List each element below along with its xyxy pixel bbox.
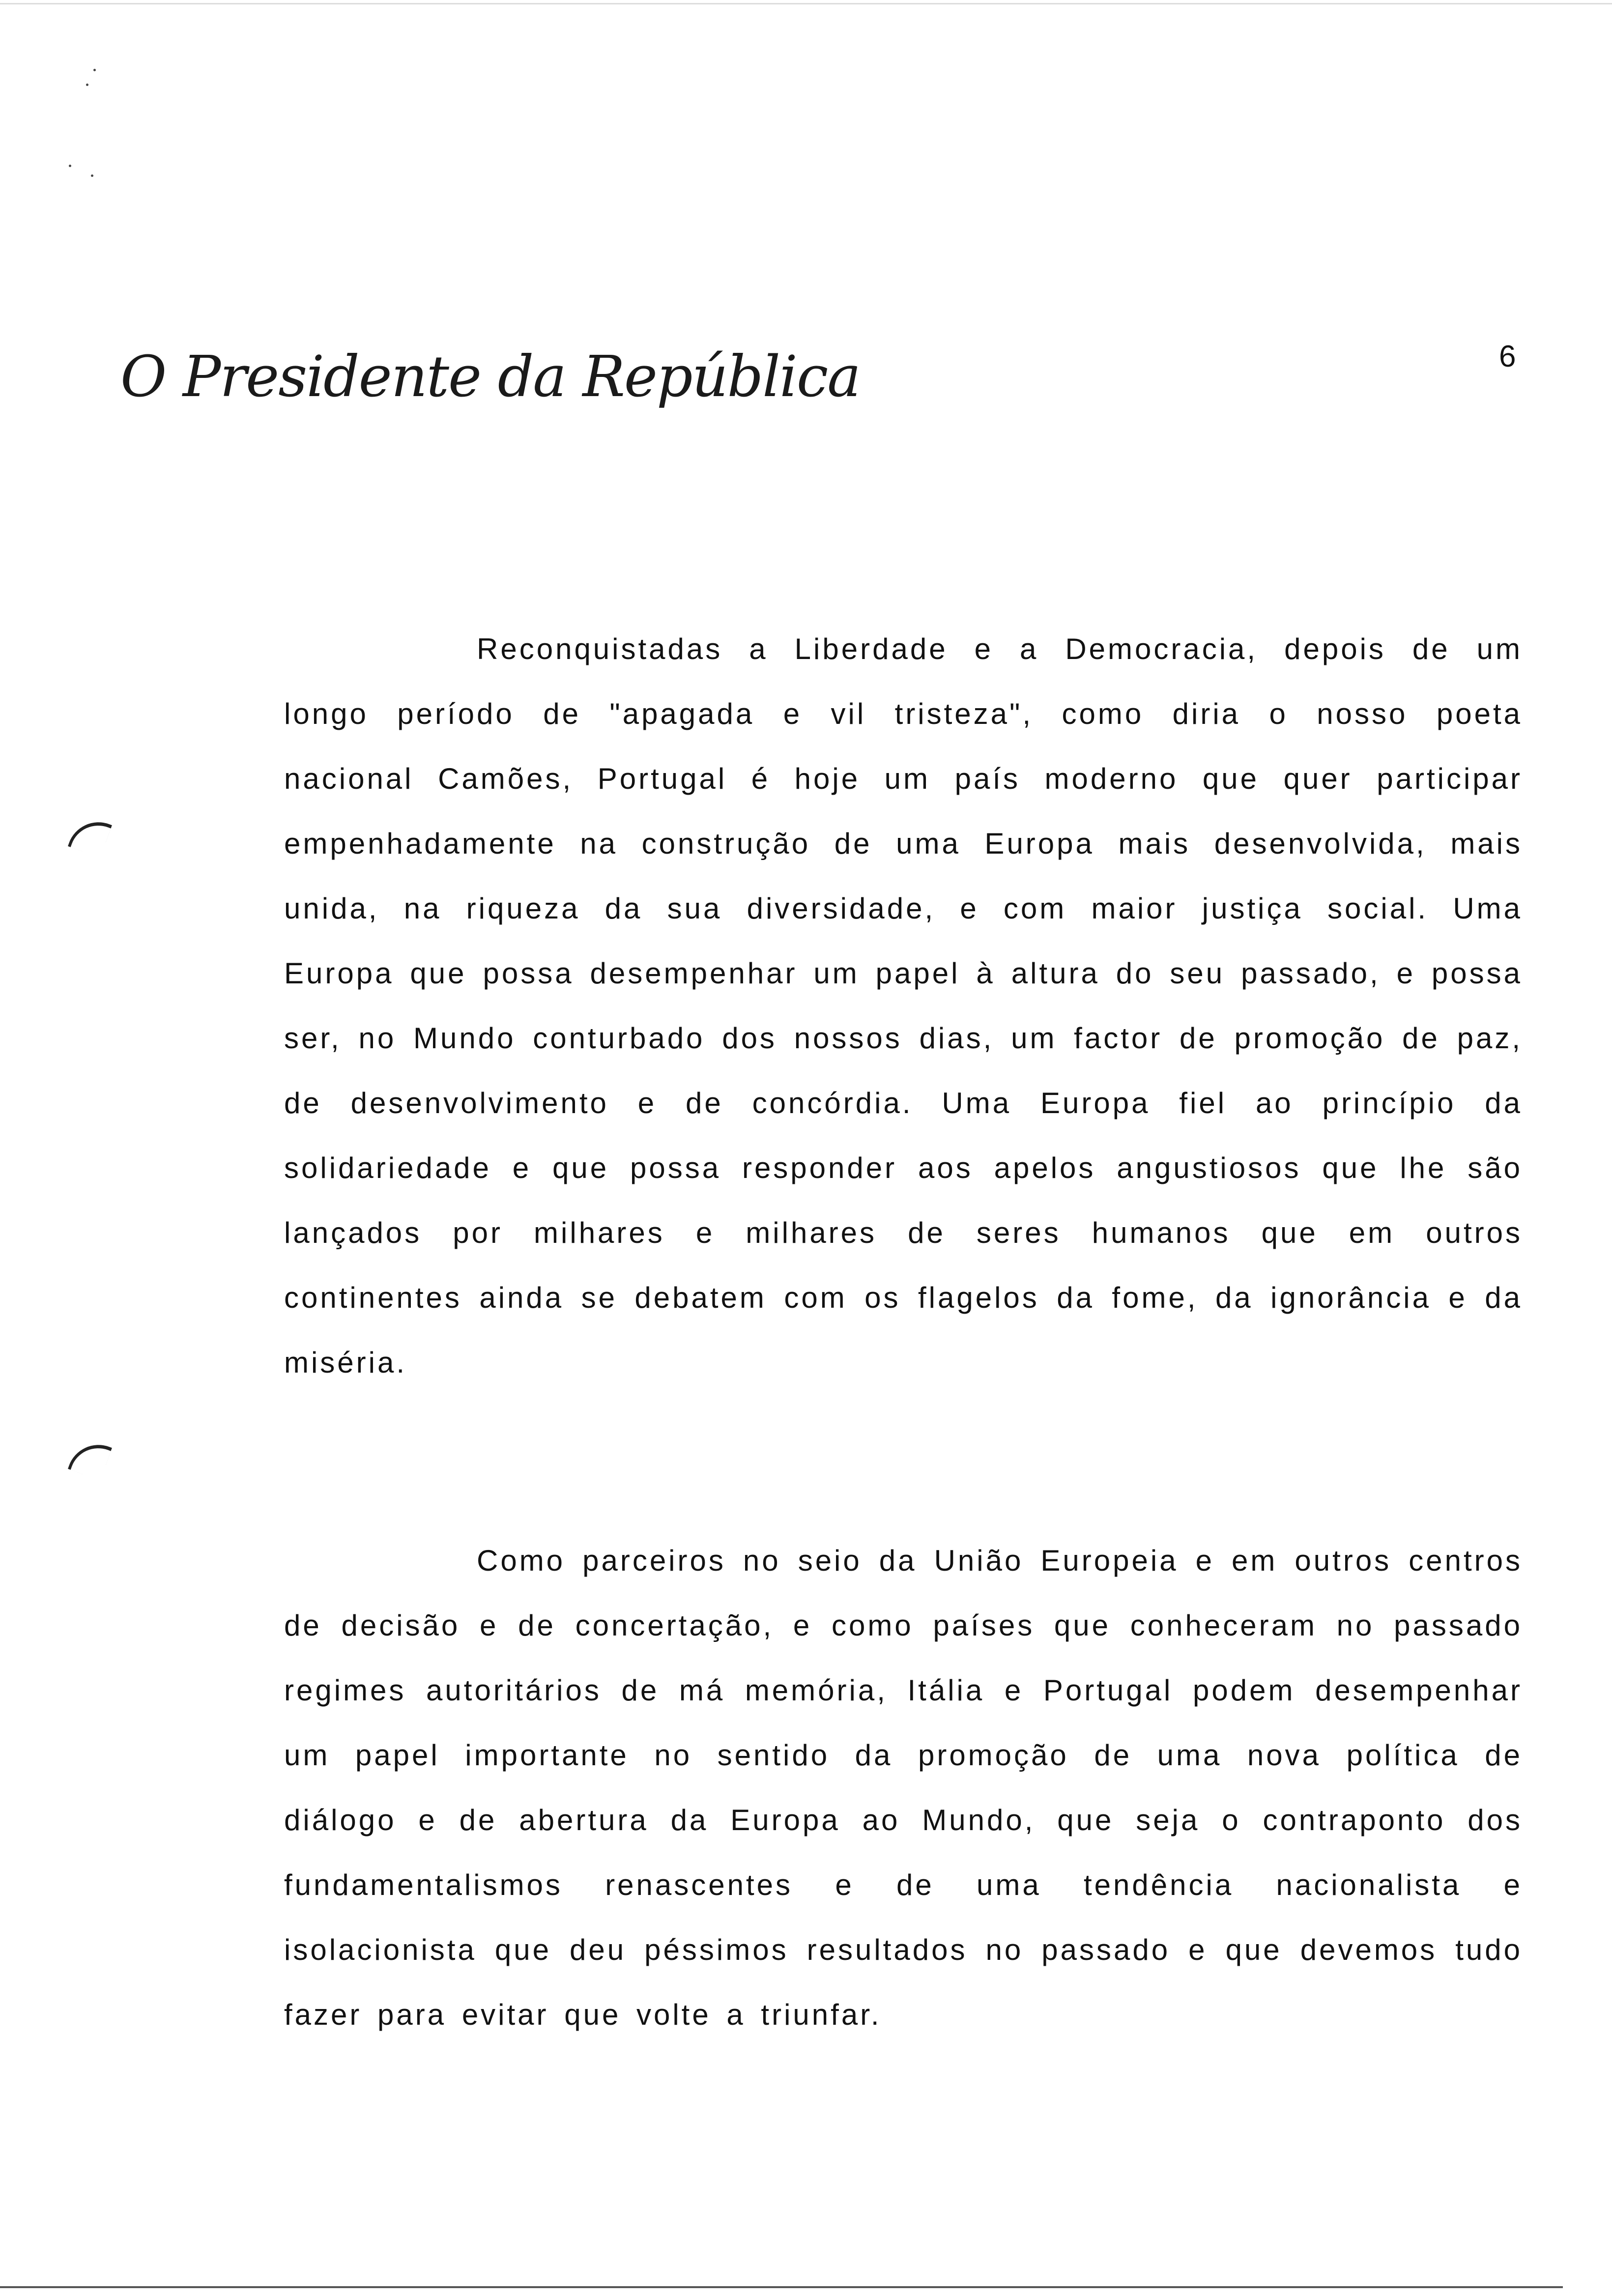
scan-speck bbox=[69, 165, 71, 167]
scan-speck bbox=[93, 69, 96, 71]
paragraph-2 bbox=[284, 1528, 1523, 2047]
page-number: 6 bbox=[1499, 340, 1516, 373]
paragraph-1-text: Reconquistadas a Liberdade e a Democracia, depois de um longo período de "apagada e vil tristeza", como diria o nosso poeta nacional Camões, Portugal é hoje um país moderno que quer participar empenhadamente na construção de uma Europa mais desenvolvida, mais unida, na riqueza da sua diversidade, e com maior justiça social. Uma Europa que possa desempenhar um papel à altura do seu passado, e possa ser, no Mundo conturbado dos nossos dias, um factor de promoção de paz, de desenvolvimento e de concórdia. Uma Europa fiel ao princípio da solidariedade e que possa responder aos apelos angustiosos que lhe são lançados por milhares e milhares de seres humanos que em outros continentes ainda se debatem com os flagelos da fome, da ignorância e da miséria. bbox=[284, 632, 1523, 1379]
hole-punch-mark bbox=[68, 1436, 112, 1481]
letterhead-signature-logo: O Presidente da República bbox=[120, 344, 860, 410]
scan-speck bbox=[86, 84, 88, 86]
scan-top-edge bbox=[0, 3, 1612, 4]
paragraph-1 bbox=[284, 617, 1523, 1395]
paragraph-2-text: Como parceiros no seio da União Europeia e em outros centros de decisão e de concertação, e como países que conheceram no passado regimes autoritários de má memória, Itália e Portugal podem desempenhar um papel importante no sentido da promoção de uma nova política de diálogo e de abertura da Europa ao Mundo, que seja o contraponto dos fundamentalismos renascentes e de uma tendência nacionalista e isolacionista que deu péssimos resultados no passado e que devemos tudo fazer para evitar que volte a triunfar. bbox=[284, 1544, 1523, 2031]
hole-punch-mark bbox=[68, 813, 112, 858]
scan-speck bbox=[91, 174, 93, 177]
scan-bottom-edge bbox=[0, 2286, 1563, 2288]
